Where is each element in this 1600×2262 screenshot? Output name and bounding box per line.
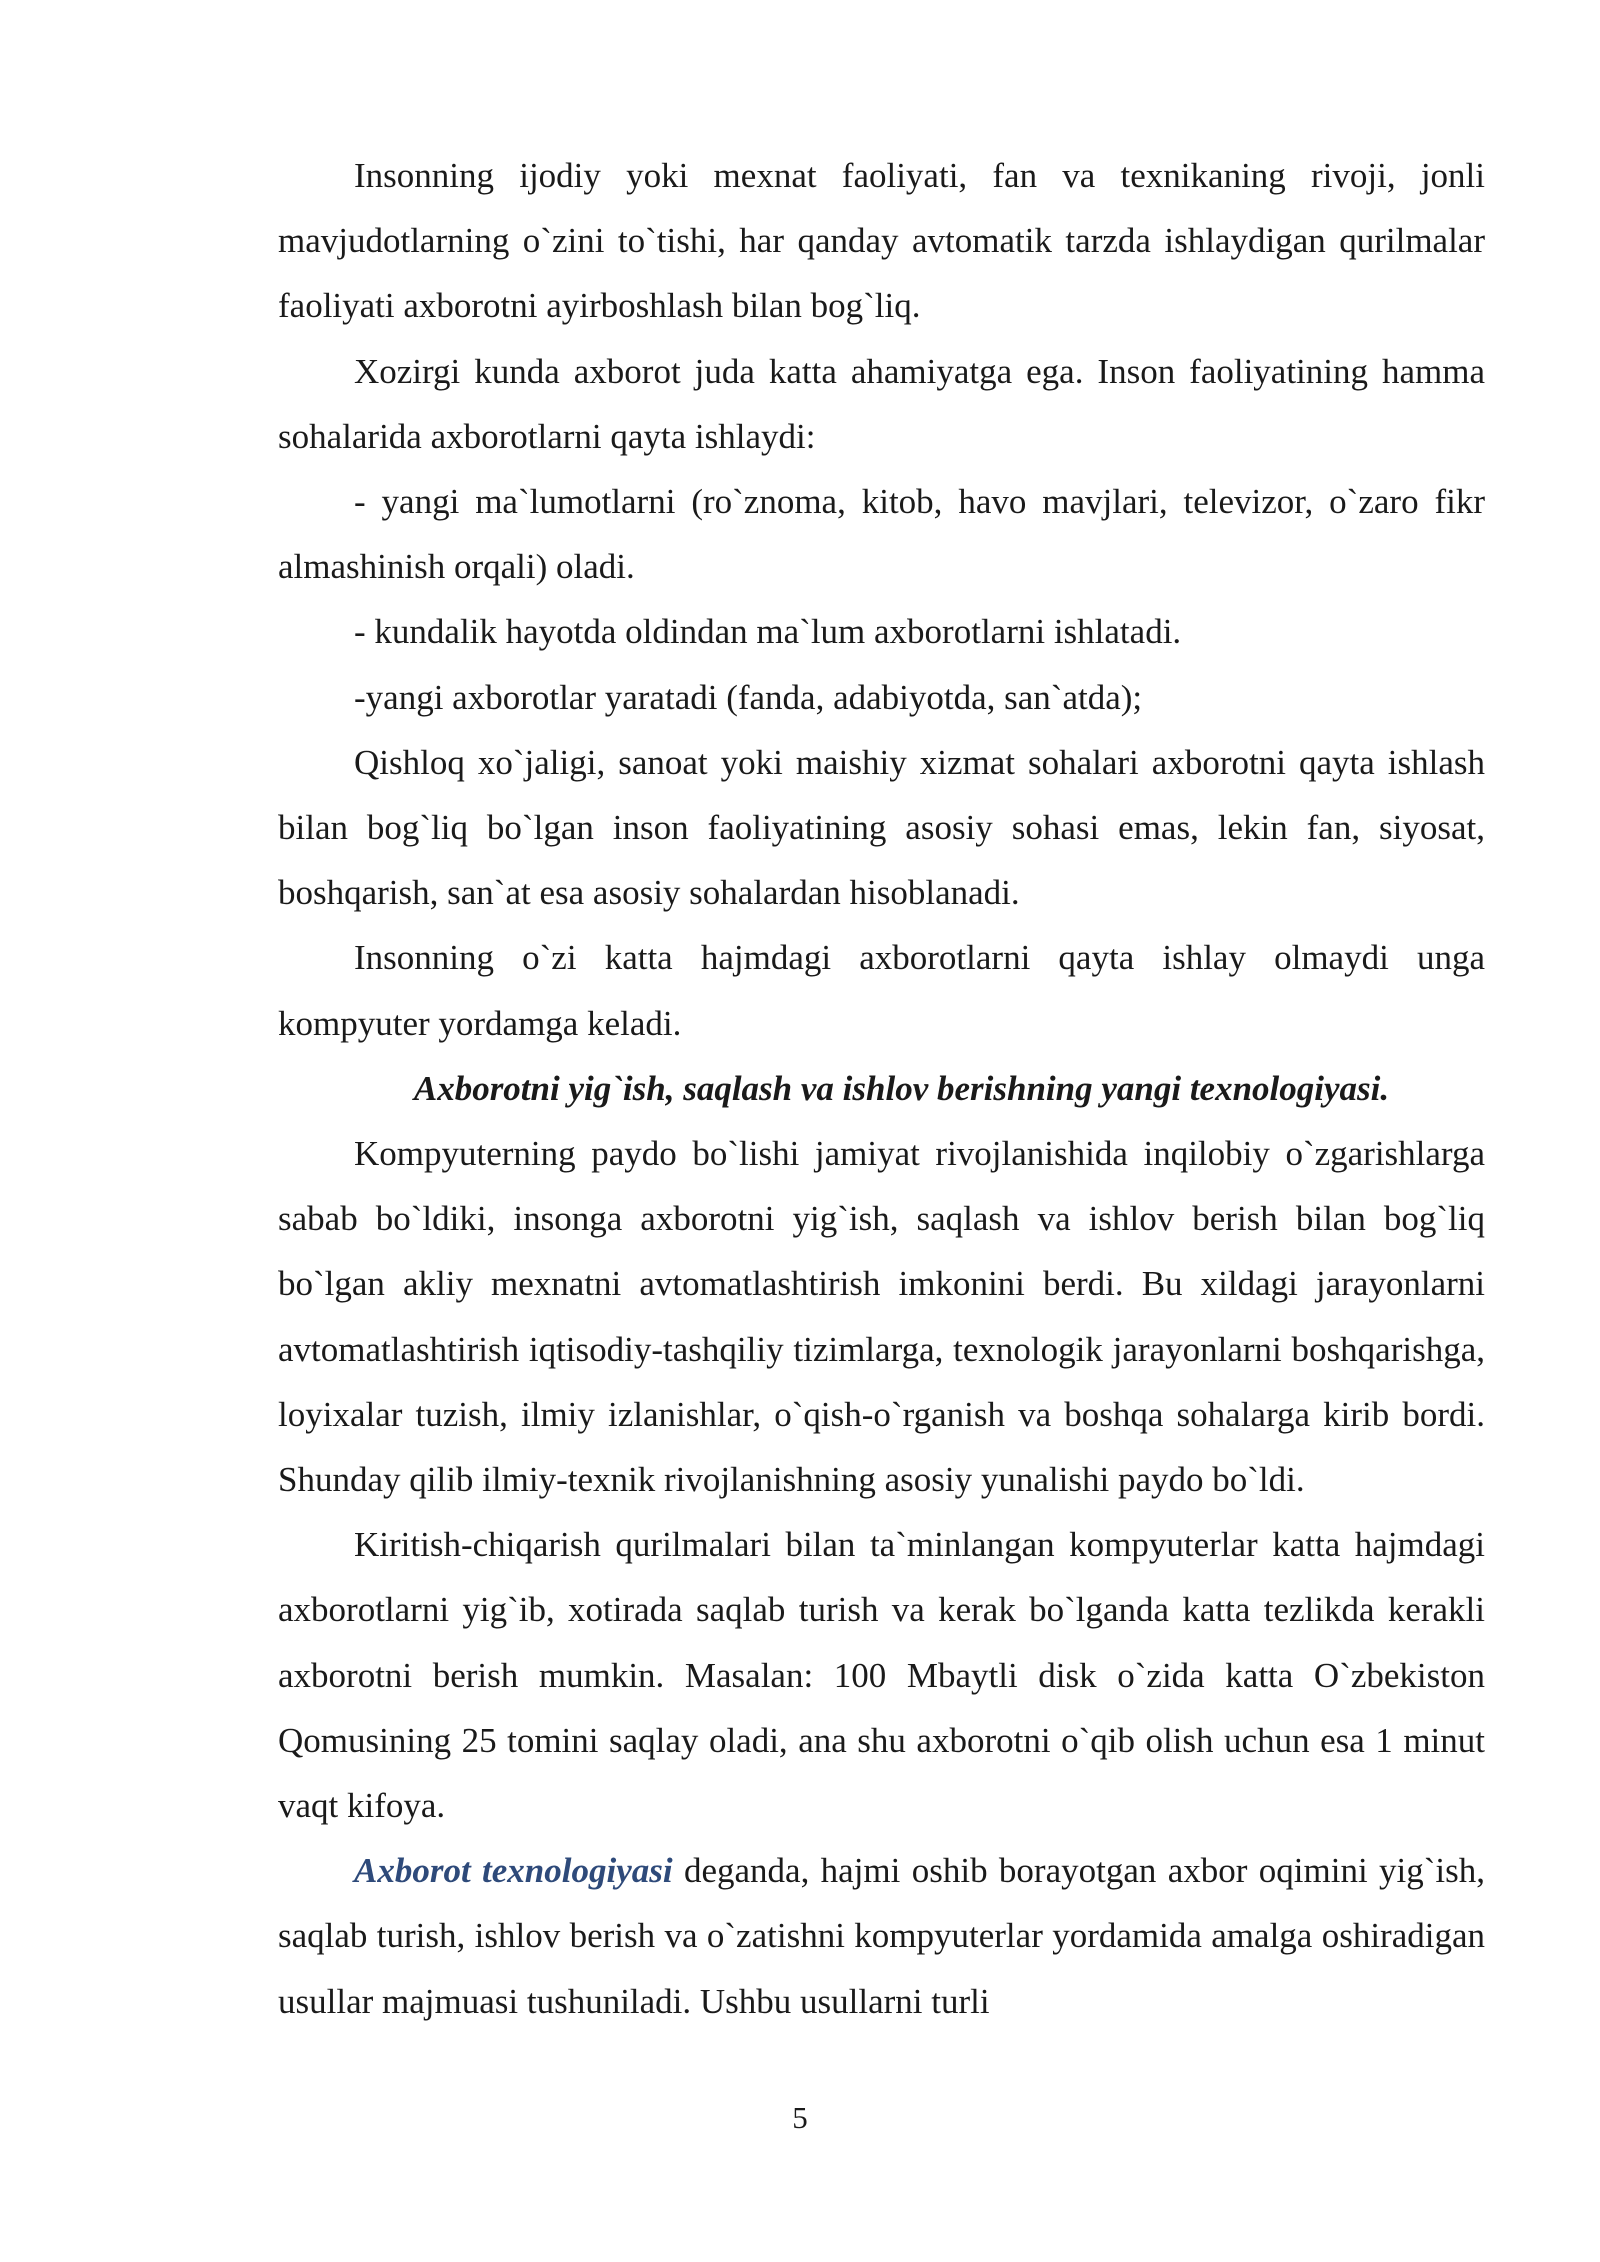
paragraph-7 <box>278 1838 1485 2034</box>
paragraph-4: Insonning o`zi katta hajmdagi axborotlarni qayta ishlay olmaydi unga kompyuter yordamga keladi. <box>278 938 1485 1043</box>
list-item-use: - kundalik hayotda oldindan ma`lum axborotlarni ishlatadi. <box>354 612 1182 652</box>
paragraph-2: Xozirgi kunda axborot juda katta ahamiyatga ega. Inson faoliyatining hamma sohalarida axborotlarni qayta ishlaydi: <box>278 351 1485 456</box>
term-axborot-texnologiyasi: Axborot texnologiyasi <box>354 1851 673 1891</box>
paragraph-5: Kompyuterning paydo bo`lishi jamiyat rivojlanishida inqilobiy o`zgarishlarga sabab bo`ldiki, insonga axborotni yig`ish, saqlash va ishlov berish bilan bog`liq bo`lgan akliy mexnatni avtomatlashtirish imkonini berdi. Bu xildagi jarayonlarni avtomatlashtirish iqtisodiy-tashqiliy tizimlarga, texnologik jarayonlarni boshqarishga, loyixalar tuzish, ilmiy izlanishlar, o`qish-o`rganish va boshqa sohalarga kirib bordi. Shunday qilib ilmiy-texnik rivojlanishning asosiy yunalishi paydo bo`ldi. <box>278 1134 1485 1500</box>
paragraph-6: Kiritish-chiqarish qurilmalari bilan ta`minlangan kompyuterlar katta hajmdagi axborotlarni yig`ib, xotirada saqlab turish va kerak bo`lganda katta tezlikda kerakli axborotni berish mumkin. Masalan: 100 Mbaytli disk o`zida katta O`zbekiston Qomusining 25 tomini saqlay oladi, ana shu axborotni o`qib olish uchun esa 1 minut vaqt kifoya. <box>278 1525 1485 1826</box>
document-body <box>278 143 1485 2034</box>
paragraph-1: Insonning ijodiy yoki mexnat faoliyati, fan va texnikaning rivoji, jonli mavjudotlarning o`zini to`tishi, har qanday avtomatik tarzda ishlaydigan qurilmalar faoliyati axborotni ayirboshlash bilan bog`liq. <box>278 156 1485 326</box>
page-number: 5 <box>792 2100 808 2135</box>
section-heading: Axborotni yig`ish, saqlash va ishlov berishning yangi texnologiyasi. <box>413 1068 1390 1108</box>
list-item-receive: - yangi ma`lumotlarni (ro`znoma, kitob, havo mavjlari, televizor, o`zaro fikr almashinish orqali) oladi. <box>278 482 1485 587</box>
paragraph-7-text: deganda, hajmi oshib borayotgan axbor oqimini yig`ish, saqlab turish, ishlov berish va o`zatishni kompyuterlar yordamida amalga oshiradigan usullar majmuasi tushuniladi. Ushbu usullarni turli <box>278 1851 1485 2021</box>
list-item-create: -yangi axborotlar yaratadi (fanda, adabiyotda, san`atda); <box>354 677 1143 717</box>
paragraph-3: Qishloq xo`jaligi, sanoat yoki maishiy xizmat sohalari axborotni qayta ishlash bilan bog`liq bo`lgan inson faoliyatining asosiy sohasi emas, lekin fan, siyosat, boshqarish, san`at esa asosiy sohalardan hisoblanadi. <box>278 742 1485 913</box>
